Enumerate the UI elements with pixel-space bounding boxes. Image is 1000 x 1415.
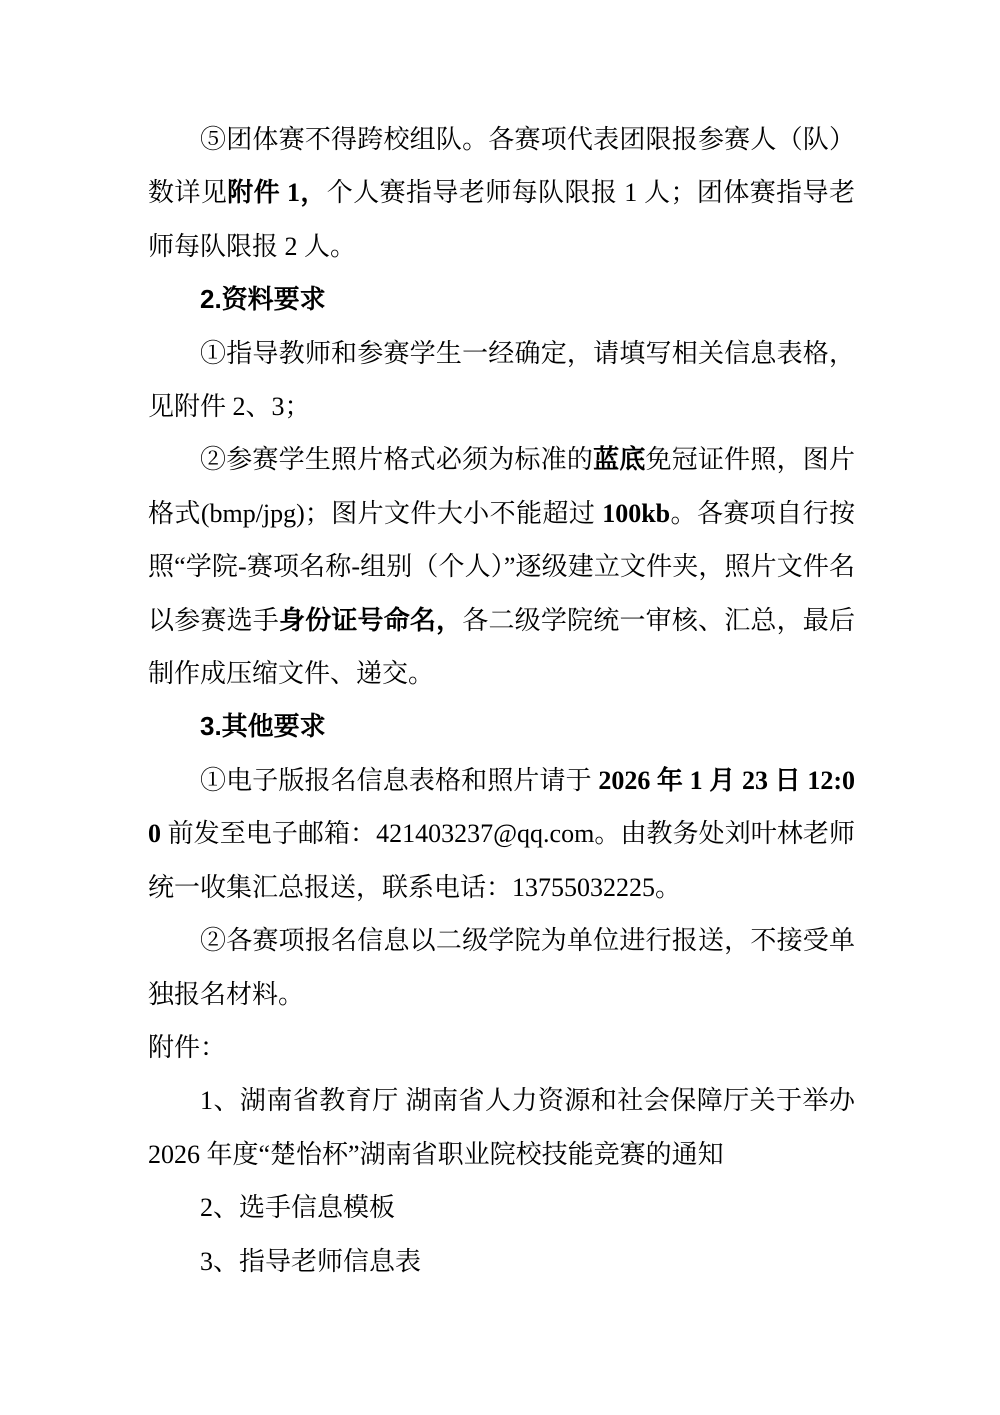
paragraph [148,433,855,700]
paragraph [148,914,855,1021]
text-run: 1、湖南省教育厅 湖南省人力资源和社会保障厅关于举办 2026 年度“楚怡杯”湖南省职业院校技能竞赛的通知 [148,1086,855,1169]
text-run: ①指导教师和参赛学生一经确定，请填写相关信息表格，见附件 2、3； [148,338,855,422]
text-run: 免冠证件照，图片格式(bmp/jpg)；图片文件大小不能超过 [148,445,855,528]
text-run: 附件： [148,1032,227,1062]
text-run: 个人赛指导老师每队限报 1 人；团体赛指导老师每队限报 2 人。 [148,178,855,261]
section-heading [148,273,855,326]
document-body [148,113,855,1288]
text-run: ②各赛项报名信息以二级学院为单位进行报送，不接受单独报名材料。 [148,926,855,1009]
paragraph [148,1074,855,1181]
paragraph [148,327,855,434]
bold-text-run: 附件 1， [227,178,327,208]
text-run: ⑤团体赛不得跨校组队。各赛项代表团限报参赛人（队）数详见 [148,125,855,208]
text-run: ②参赛学生照片格式必须为标准的 [200,445,594,475]
text-run: 2、选手信息模板 [200,1193,396,1223]
bold-text-run: 2026 年 1 月 23 日 12:00 [148,765,855,849]
paragraph [148,113,855,273]
paragraph [148,754,855,914]
text-run: 3、指导老师信息表 [200,1246,422,1276]
bold-text-run: 身份证号命名， [278,605,463,635]
bold-text-run: 2.资料要求 [200,284,326,315]
text-run: 各二级学院统一审核、汇总，最后制作成压缩文件、递交。 [148,605,855,689]
bold-text-run: 100kb [602,498,671,528]
section-heading [148,700,855,753]
bold-text-run: 蓝底 [593,445,646,475]
text-run: 前发至电子邮箱：421403237@qq.com。由教务处刘叶林老师统一收集汇总报送，联系电话：13755032225。 [148,819,855,902]
bold-text-run: 3.其他要求 [200,711,326,742]
text-run: 。各赛项自行按照“学院-赛项名称-组别（个人）”逐级建立文件夹，照片文件名以参赛选手 [148,498,855,635]
paragraph [148,1235,855,1288]
paragraph [148,1181,855,1234]
paragraph [148,1021,855,1074]
text-run: ①电子版报名信息表格和照片请于 [200,765,599,795]
